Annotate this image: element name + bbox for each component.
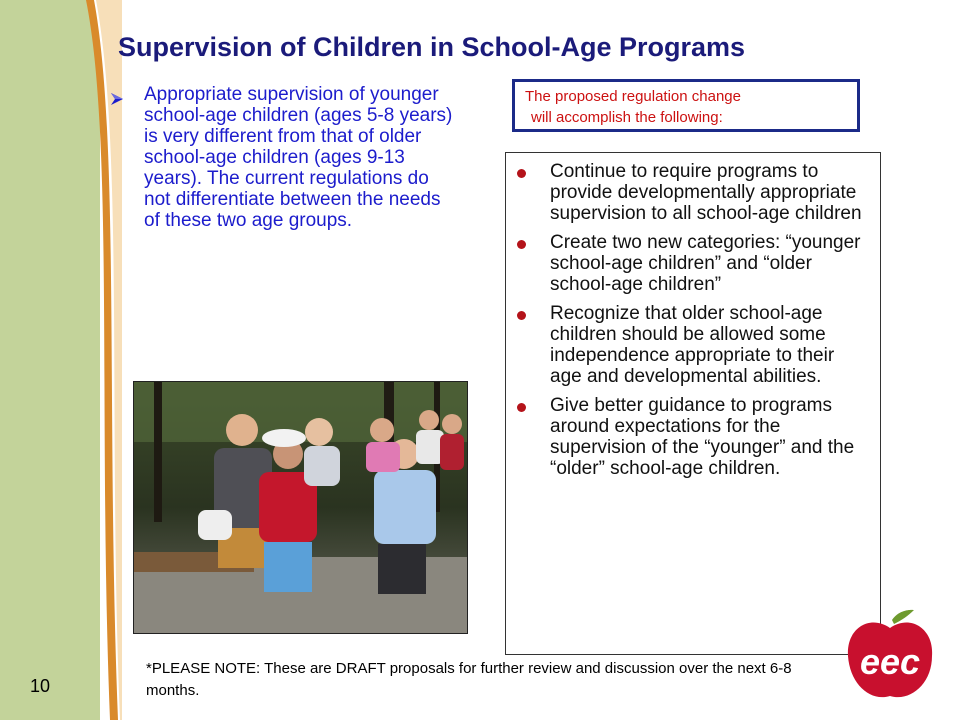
bullet-dot-icon xyxy=(517,311,526,320)
bullet-dot-icon xyxy=(517,240,526,249)
bullet-box xyxy=(505,152,881,655)
bullet-item xyxy=(550,161,868,224)
band-graphic xyxy=(0,0,122,720)
callout-line-2: will accomplish the following: xyxy=(531,109,723,126)
children-photo-illustration xyxy=(134,382,467,633)
slide-title: Supervision of Children in School-Age Programs xyxy=(118,32,746,62)
intro-text: Appropriate supervision of younger school-age children (ages 5-8 years) is very different from that of older school-age children (ages 9-13 years). The current regulations do not differentiate between the needs of these two age groups. xyxy=(144,84,453,231)
bullet-list xyxy=(506,153,880,479)
bullet-item xyxy=(550,303,868,387)
bullet-text: Recognize that older school-age children should be allowed some independence appropriate to their age and developmental abilities. xyxy=(550,303,835,387)
page-number: 10 xyxy=(30,676,51,696)
bullet-dot-icon xyxy=(517,169,526,178)
bullet-text: Create two new categories: “younger school-age children” and “older school-age children” xyxy=(550,232,861,295)
callout-box xyxy=(512,79,860,132)
callout-line-1: The proposed regulation change xyxy=(525,88,741,105)
bullet-text: Give better guidance to programs around expectations for the supervision of the “younger” and the “older” school-age children. xyxy=(550,395,855,479)
bullet-dot-icon xyxy=(517,403,526,412)
eec-logo xyxy=(840,606,940,706)
arrow-bullet-icon xyxy=(110,92,124,106)
intro-block xyxy=(110,84,455,231)
eec-logo-text: eec xyxy=(859,641,921,682)
bullet-text: Continue to require programs to provide developmentally appropriate supervision to all school-age children xyxy=(550,161,862,224)
children-photo xyxy=(133,381,468,634)
draft-footnote: *PLEASE NOTE: These are DRAFT proposals for further review and discussion over the next 6-8 months. xyxy=(146,660,792,699)
bullet-item xyxy=(550,395,868,479)
bullet-item xyxy=(550,232,868,295)
left-decorative-band xyxy=(0,0,122,720)
